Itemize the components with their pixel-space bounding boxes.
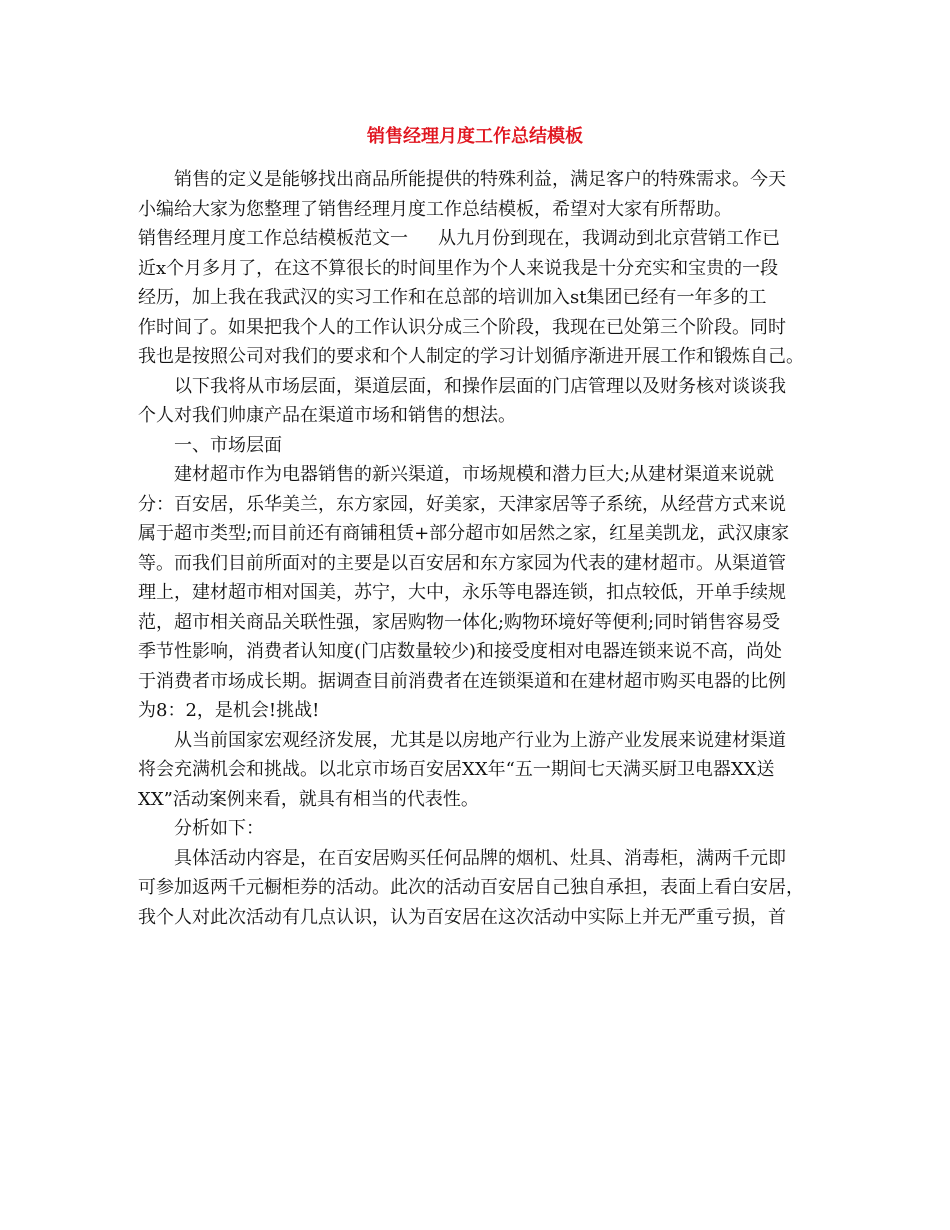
paragraph-line: 具体活动内容是，在百安居购买任何品牌的烟机、灶具、消毒柜，满两千元即 <box>174 847 786 869</box>
section-heading: 销售经理月度工作总结模板范文一 <box>138 228 408 249</box>
paragraph-line: 属于超市类型;而目前还有商铺租赁+部分超市如居然之家，红星美凯龙，武汉康家 <box>138 523 790 544</box>
paragraph-line: 理上，建材超市相对国美，苏宁，大中，永乐等电器连锁，扣点较低，开单手续规 <box>138 582 786 603</box>
paragraph-line: 分：百安居，乐华美兰，东方家园，好美家，天津家居等子系统，从经营方式来说 <box>138 493 786 515</box>
paragraph-line: 从当前国家宏观经济发展，尤其是以房地产行业为上游产业发展来说建材渠道 <box>174 729 786 751</box>
document-body <box>138 165 818 932</box>
paragraph-line: 小编给大家为您整理了销售经理月度工作总结模板，希望对大家有所帮助。 <box>138 198 732 220</box>
paragraph-line: 近x个月多月了，在这不算很长的时间里作为个人来说我是十分充实和宝贵的一段 <box>138 257 779 279</box>
paragraph-line: 以下我将从市场层面，渠道层面，和操作层面的门店管理以及财务核对谈谈我 <box>174 375 786 397</box>
paragraph-line: 我个人对此次活动有几点认识，认为百安居在这次活动中实际上并无严重亏损，首 <box>138 906 786 928</box>
document-title: 销售经理月度工作总结模板 <box>367 126 583 147</box>
paragraph-line: 经历，加上我在我武汉的实习工作和在总部的培训加入st集团已经有一年多的工 <box>138 287 767 308</box>
paragraph-line: 等。而我们目前所面对的主要是以百安居和东方家园为代表的建材超市。从渠道管 <box>138 552 786 574</box>
paragraph-line: 可参加返两千元橱柜券的活动。此次的活动百安居自己独自承担，表面上看白安居， <box>138 877 804 898</box>
paragraph-line: 销售的定义是能够找出商品所能提供的特殊利益，满足客户的特殊需求。今天 <box>174 169 786 190</box>
paragraph-line: 范，超市相关商品关联性强，家居购物一体化;购物环境好等便利;同时销售容易受 <box>138 611 781 633</box>
section-heading: 一、市场层面 <box>174 434 282 456</box>
paragraph-line: 个人对我们帅康产品在渠道市场和销售的想法。 <box>138 405 516 426</box>
paragraph-line: 为8：2，是机会!挑战! <box>138 700 320 721</box>
paragraph-line: 分析如下： <box>174 818 264 839</box>
paragraph-line-with-heading <box>138 224 818 254</box>
paragraph-line: 建材超市作为电器销售的新兴渠道，市场规模和潜力巨大;从建材渠道来说就 <box>174 464 775 485</box>
paragraph-line: 将会充满机会和挑战。以北京市场百安居XX年“五一期间七天满买厨卫电器XX送 <box>138 759 775 780</box>
paragraph-line: 作时间了。如果把我个人的工作认识分成三个阶段，我现在已处第三个阶段。同时 <box>138 316 786 338</box>
paragraph-line: 于消费者市场成长期。据调查目前消费者在连锁渠道和在建材超市购买电器的比例 <box>138 670 786 692</box>
paragraph-line: 季节性影响，消费者认知度(门店数量较少)和接受度相对电器连锁来说不高，尚处 <box>138 641 783 662</box>
paragraph-text: 从九月份到现在，我调动到北京营销工作已 <box>438 228 780 249</box>
paragraph-line: 我也是按照公司对我们的要求和个人制定的学习计划循序渐进开展工作和锻炼自己。 <box>138 346 804 367</box>
paragraph-line: XX”活动案例来看，就具有相当的代表性。 <box>138 788 479 810</box>
